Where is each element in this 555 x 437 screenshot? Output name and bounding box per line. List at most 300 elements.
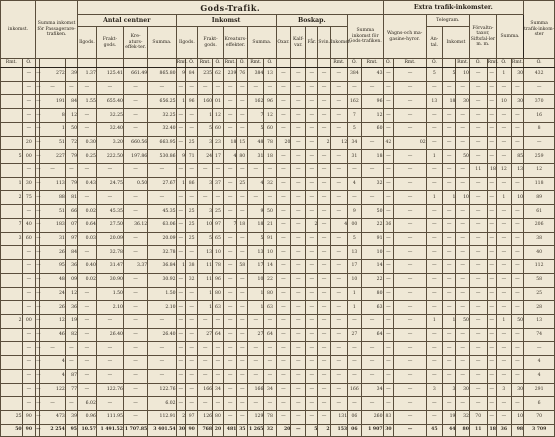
table-cell: 91 [361, 232, 383, 246]
table-cell: 1 [426, 314, 442, 328]
table-cell: — [496, 287, 511, 301]
table-cell: — [394, 205, 426, 219]
table-cell: — [496, 246, 511, 260]
table-cell: — [487, 301, 496, 315]
table-cell: 18 [487, 164, 496, 178]
table-cell: — [487, 246, 496, 260]
table-row [1, 301, 555, 315]
table-cell: — [237, 109, 248, 123]
table-cell: 30 [511, 383, 523, 397]
table-cell: — [176, 328, 185, 342]
table-cell: 7 [1, 218, 23, 232]
table-cell: 31 [348, 150, 362, 164]
table-cell: — [318, 191, 330, 205]
table-cell: — [496, 218, 511, 232]
table-cell: — [394, 122, 426, 136]
table-cell: — [511, 273, 523, 287]
table-cell: — [469, 232, 487, 246]
table-cell: 34 [264, 383, 276, 397]
table-cell: — [306, 95, 318, 109]
table-cell: — [456, 369, 470, 383]
table-cell: — [213, 369, 224, 383]
table-cell: 88 [40, 191, 66, 205]
table-cell: — [442, 205, 456, 219]
table-cell: — [237, 164, 248, 178]
table-cell: — [318, 68, 330, 82]
table-cell: — [487, 218, 496, 232]
table-cell: 0.02 [78, 205, 97, 219]
table-cell: — [318, 164, 330, 178]
unit-cell [442, 59, 456, 68]
table-cell: 27 [248, 328, 264, 342]
table-cell: — [456, 287, 470, 301]
table-cell: 129 [248, 410, 264, 424]
table-cell: 45 [426, 424, 442, 436]
table-cell: — [291, 356, 306, 370]
table-cell: — [330, 246, 348, 260]
table-cell: — [487, 232, 496, 246]
table-cell: — [487, 410, 496, 424]
table-cell: — [291, 342, 306, 356]
table-cell: — [318, 260, 330, 274]
table-cell: — [383, 81, 394, 95]
table-row [1, 314, 555, 328]
unit-cell: Rmt. [487, 59, 496, 68]
table-cell: — [223, 109, 237, 123]
table-row [1, 287, 555, 301]
unit-cell: Rmt. [176, 59, 185, 68]
table-cell: — [237, 342, 248, 356]
unit-cell [318, 59, 330, 68]
table-cell: — [511, 232, 523, 246]
table-row [1, 356, 555, 370]
table-cell: — [496, 301, 511, 315]
unit-cell: Rmt. [223, 59, 237, 68]
table-row [1, 81, 555, 95]
table-cell: — [36, 81, 40, 95]
table-cell: 27 [198, 328, 213, 342]
table-cell: — [394, 68, 426, 82]
table-row [1, 177, 555, 191]
table-cell: — [442, 356, 456, 370]
table-cell: — [306, 273, 318, 287]
table-cell: 660.56 [123, 136, 147, 150]
table-cell: — [186, 191, 198, 205]
table-cell: 13 [348, 246, 362, 260]
table-cell: — [291, 273, 306, 287]
table-cell: 370 [524, 95, 555, 109]
table-cell: 20 [276, 424, 291, 436]
table-cell: 1 [442, 314, 456, 328]
table-cell [1, 397, 23, 411]
table-cell: — [330, 356, 348, 370]
table-cell: — [330, 150, 348, 164]
table-cell: — [469, 314, 487, 328]
table-cell: — [442, 136, 456, 150]
table-cell: — [123, 273, 147, 287]
table-cell: — [276, 369, 291, 383]
table-cell: 481 [223, 424, 237, 436]
table-cell: — [496, 122, 511, 136]
table-cell: — [291, 95, 306, 109]
col-ton-express: Ilgods. [78, 27, 97, 59]
table-cell: 6 [524, 397, 555, 411]
table-cell: 2.10 [96, 301, 123, 315]
table-cell: 656.25 [148, 95, 176, 109]
table-cell: 30 [383, 424, 394, 436]
table-cell: — [186, 301, 198, 315]
table-cell: — [264, 397, 276, 411]
table-cell: — [442, 232, 456, 246]
table-cell: — [394, 397, 426, 411]
table-cell: — [36, 122, 40, 136]
table-cell: — [306, 356, 318, 370]
table-cell: 58 [524, 273, 555, 287]
table-cell: — [330, 369, 348, 383]
table-cell: — [123, 328, 147, 342]
table-cell: — [186, 287, 198, 301]
table-cell: 18 [237, 218, 248, 232]
table-cell: 72 [65, 136, 77, 150]
table-cell: — [318, 369, 330, 383]
table-cell: — [487, 328, 496, 342]
table-cell: — [394, 177, 426, 191]
unit-cell: Ö. [264, 59, 276, 68]
table-cell: — [78, 164, 97, 178]
table-cell: — [394, 424, 426, 436]
table-cell: — [291, 136, 306, 150]
table-cell: — [237, 205, 248, 219]
table-cell: — [22, 383, 36, 397]
table-cell: — [383, 205, 394, 219]
table-cell: — [469, 122, 487, 136]
table-cell: 48 [40, 273, 66, 287]
col-prev-income: inkomst. [1, 1, 36, 59]
table-cell: — [394, 81, 426, 95]
table-cell [1, 246, 23, 260]
table-cell: — [186, 383, 198, 397]
table-cell: — [186, 369, 198, 383]
table-cell: 1 [496, 314, 511, 328]
table-cell: 30 [511, 68, 523, 82]
table-cell: — [78, 356, 97, 370]
table-cell: — [426, 218, 442, 232]
table-cell: — [383, 150, 394, 164]
table-cell [1, 328, 23, 342]
unit-cell: Ö. [524, 59, 555, 68]
table-cell: 50 [456, 150, 470, 164]
table-cell: — [237, 191, 248, 205]
table-cell: — [176, 218, 185, 232]
table-cell: — [237, 95, 248, 109]
table-cell: — [223, 410, 237, 424]
table-cell: — [330, 328, 348, 342]
table-cell: — [276, 342, 291, 356]
table-cell: — [456, 177, 470, 191]
table-cell: — [361, 369, 383, 383]
table-cell: — [237, 356, 248, 370]
table-cell: — [524, 136, 555, 150]
col-inc-express: Ilgods. [176, 27, 198, 59]
table-cell: 25 [186, 136, 198, 150]
table-cell: — [176, 397, 185, 411]
table-cell: 86 [186, 177, 198, 191]
table-cell: — [469, 342, 487, 356]
table-cell: — [426, 246, 442, 260]
table-cell: — [456, 109, 470, 123]
table-cell: — [123, 342, 147, 356]
table-cell: 1 [176, 260, 185, 274]
table-cell: 80 [456, 424, 470, 436]
table-cell: — [394, 246, 426, 260]
table-cell: 15 [237, 136, 248, 150]
table-cell: 28 [524, 301, 555, 315]
table-cell: — [469, 356, 487, 370]
table-cell: 30 [22, 177, 36, 191]
table-cell: — [394, 109, 426, 123]
table-cell: 2 [176, 410, 185, 424]
table-cell: — [469, 136, 487, 150]
table-cell: 74 [524, 328, 555, 342]
income-heading: Inkomst [176, 15, 276, 27]
table-cell: 70 [469, 410, 487, 424]
table-cell: 20 [213, 424, 224, 436]
table-cell: 36.84 [148, 260, 176, 274]
table-cell: 90 [186, 424, 198, 436]
table-cell: — [306, 191, 318, 205]
table-cell: 5 [348, 232, 362, 246]
table-cell: — [213, 342, 224, 356]
table-cell: — [487, 81, 496, 95]
table-cell: 11 [198, 273, 213, 287]
table-cell [1, 205, 23, 219]
table-cell: 153 [330, 424, 348, 436]
table-cell: — [237, 328, 248, 342]
table-cell: 5 [1, 150, 23, 164]
table-cell: — [383, 260, 394, 274]
table-cell: — [176, 356, 185, 370]
table-cell: 84 [65, 246, 77, 260]
table-cell: 81 [65, 191, 77, 205]
table-cell: — [394, 356, 426, 370]
table-cell: — [237, 122, 248, 136]
table-cell: — [22, 109, 36, 123]
table-cell: — [487, 260, 496, 274]
table-cell: — [383, 95, 394, 109]
table-cell: — [248, 191, 264, 205]
table-cell: — [487, 177, 496, 191]
table-cell: — [223, 369, 237, 383]
table-cell: — [318, 246, 330, 260]
table-cell: — [496, 397, 511, 411]
table-cell: 96 [186, 95, 198, 109]
table-cell: 25 [213, 205, 224, 219]
table-cell: 30 [511, 95, 523, 109]
table-cell: — [511, 342, 523, 356]
table-cell: 1 [248, 301, 264, 315]
col-traffic-total: Summa trafik-inkom-ster [524, 1, 555, 59]
table-cell: 3 401.54 [148, 424, 176, 436]
table-cell: 111.95 [96, 410, 123, 424]
table-cell: 10 [198, 218, 213, 232]
table-row [1, 164, 555, 178]
unit-cell [148, 59, 176, 68]
table-cell: 96 [361, 95, 383, 109]
table-cell: — [361, 191, 383, 205]
table-cell: 24 [198, 150, 213, 164]
table-cell: — [36, 177, 40, 191]
table-cell: 18 [223, 136, 237, 150]
table-cell: 663.95 [148, 136, 176, 150]
table-cell: — [22, 273, 36, 287]
table-cell: 1 265 [248, 424, 264, 436]
table-cell: — [348, 369, 362, 383]
table-cell: — [78, 81, 97, 95]
table-cell: 63 [361, 301, 383, 315]
table-cell: 10 [511, 410, 523, 424]
table-cell: — [469, 369, 487, 383]
col-inc-freight: Frakt-gods. [198, 27, 224, 59]
table-cell: 12 [213, 109, 224, 123]
table-cell: — [176, 136, 185, 150]
table-cell: — [96, 397, 123, 411]
table-cell: — [318, 397, 330, 411]
table-cell: — [291, 218, 306, 232]
table-cell: 26.40 [96, 328, 123, 342]
table-cell: — [65, 342, 77, 356]
table-row [1, 205, 555, 219]
table-cell: — [276, 122, 291, 136]
table-cell: — [223, 328, 237, 342]
table-cell: — [198, 397, 213, 411]
table-cell: — [36, 424, 40, 436]
table-cell: — [383, 356, 394, 370]
table-cell: 16 [524, 109, 555, 123]
table-cell: 0.25 [78, 150, 97, 164]
table-cell: 4 [524, 369, 555, 383]
table-cell: — [511, 218, 523, 232]
table-cell: 10.57 [78, 424, 97, 436]
table-cell: 91 [264, 232, 276, 246]
table-cell [1, 95, 23, 109]
table-cell: — [496, 150, 511, 164]
table-cell: 384 [248, 68, 264, 82]
table-cell [1, 342, 23, 356]
table-cell: 131 [330, 410, 348, 424]
table-cell: — [306, 314, 318, 328]
table-cell: 20 [22, 136, 36, 150]
table-cell: 0.43 [78, 177, 97, 191]
table-cell: — [330, 273, 348, 287]
table-cell: — [469, 301, 487, 315]
table-cell: — [36, 287, 40, 301]
table-cell: 95 [40, 260, 66, 274]
table-cell: 2 [318, 136, 330, 150]
table-cell: — [123, 191, 147, 205]
table-cell [1, 164, 23, 178]
table-cell: — [186, 397, 198, 411]
table-cell: 1 [442, 191, 456, 205]
table-cell: — [291, 260, 306, 274]
table-cell: 118 [524, 177, 555, 191]
table-cell: 10 [348, 273, 362, 287]
table-cell: — [176, 232, 185, 246]
table-cell: — [487, 136, 496, 150]
table-cell: — [148, 356, 176, 370]
table-cell: 89 [524, 191, 555, 205]
table-cell: 768 [198, 424, 213, 436]
table-cell: 112.91 [148, 410, 176, 424]
table-cell: 530.86 [148, 150, 176, 164]
table-cell: — [361, 342, 383, 356]
table-cell: — [426, 164, 442, 178]
table-cell: — [361, 356, 383, 370]
col-inc-sum: Summa. [248, 27, 276, 59]
table-cell: — [40, 397, 66, 411]
table-cell: — [78, 122, 97, 136]
unit-cell [40, 59, 66, 68]
table-cell: — [306, 164, 318, 178]
table-cell: 655.40 [96, 95, 123, 109]
table-cell: — [487, 287, 496, 301]
table-row [1, 369, 555, 383]
table-cell: 18 [487, 424, 496, 436]
table-cell [1, 136, 23, 150]
table-cell: 42 [383, 136, 394, 150]
table-cell: — [487, 95, 496, 109]
table-cell: — [176, 81, 185, 95]
table-cell: — [456, 136, 470, 150]
table-row [1, 342, 555, 356]
table-cell: 32.25 [148, 109, 176, 123]
table-cell [1, 369, 23, 383]
table-cell: — [276, 218, 291, 232]
table-cell: 112 [524, 260, 555, 274]
table-cell: — [487, 342, 496, 356]
table-cell: 30 [456, 95, 470, 109]
table-cell: 2 [1, 191, 23, 205]
table-cell: 0.03 [78, 232, 97, 246]
table-cell: — [123, 397, 147, 411]
table-cell: — [394, 164, 426, 178]
table-cell: 38 [186, 260, 198, 274]
table-cell: — [318, 314, 330, 328]
col-pigs: Svin. [318, 27, 330, 59]
cattle-heading: Boskap. [276, 15, 348, 27]
table-cell: 1 [426, 150, 442, 164]
table-cell: 13 [264, 68, 276, 82]
table-row [1, 109, 555, 123]
table-cell: 0.50 [123, 177, 147, 191]
table-cell: — [426, 122, 442, 136]
table-cell: — [291, 328, 306, 342]
table-cell: — [36, 205, 40, 219]
table-cell: — [237, 232, 248, 246]
table-cell: — [237, 314, 248, 328]
table-cell: — [469, 287, 487, 301]
table-cell [1, 260, 23, 274]
table-cell: 00 [22, 314, 36, 328]
table-cell: 34 [213, 383, 224, 397]
table-cell: 32.25 [96, 109, 123, 123]
table-cell: — [291, 81, 306, 95]
table-cell: — [223, 273, 237, 287]
table-cell: 661.49 [123, 68, 147, 82]
table-cell: — [330, 342, 348, 356]
table-cell: 239 [223, 68, 237, 82]
table-cell: — [176, 164, 185, 178]
table-cell: — [330, 205, 348, 219]
